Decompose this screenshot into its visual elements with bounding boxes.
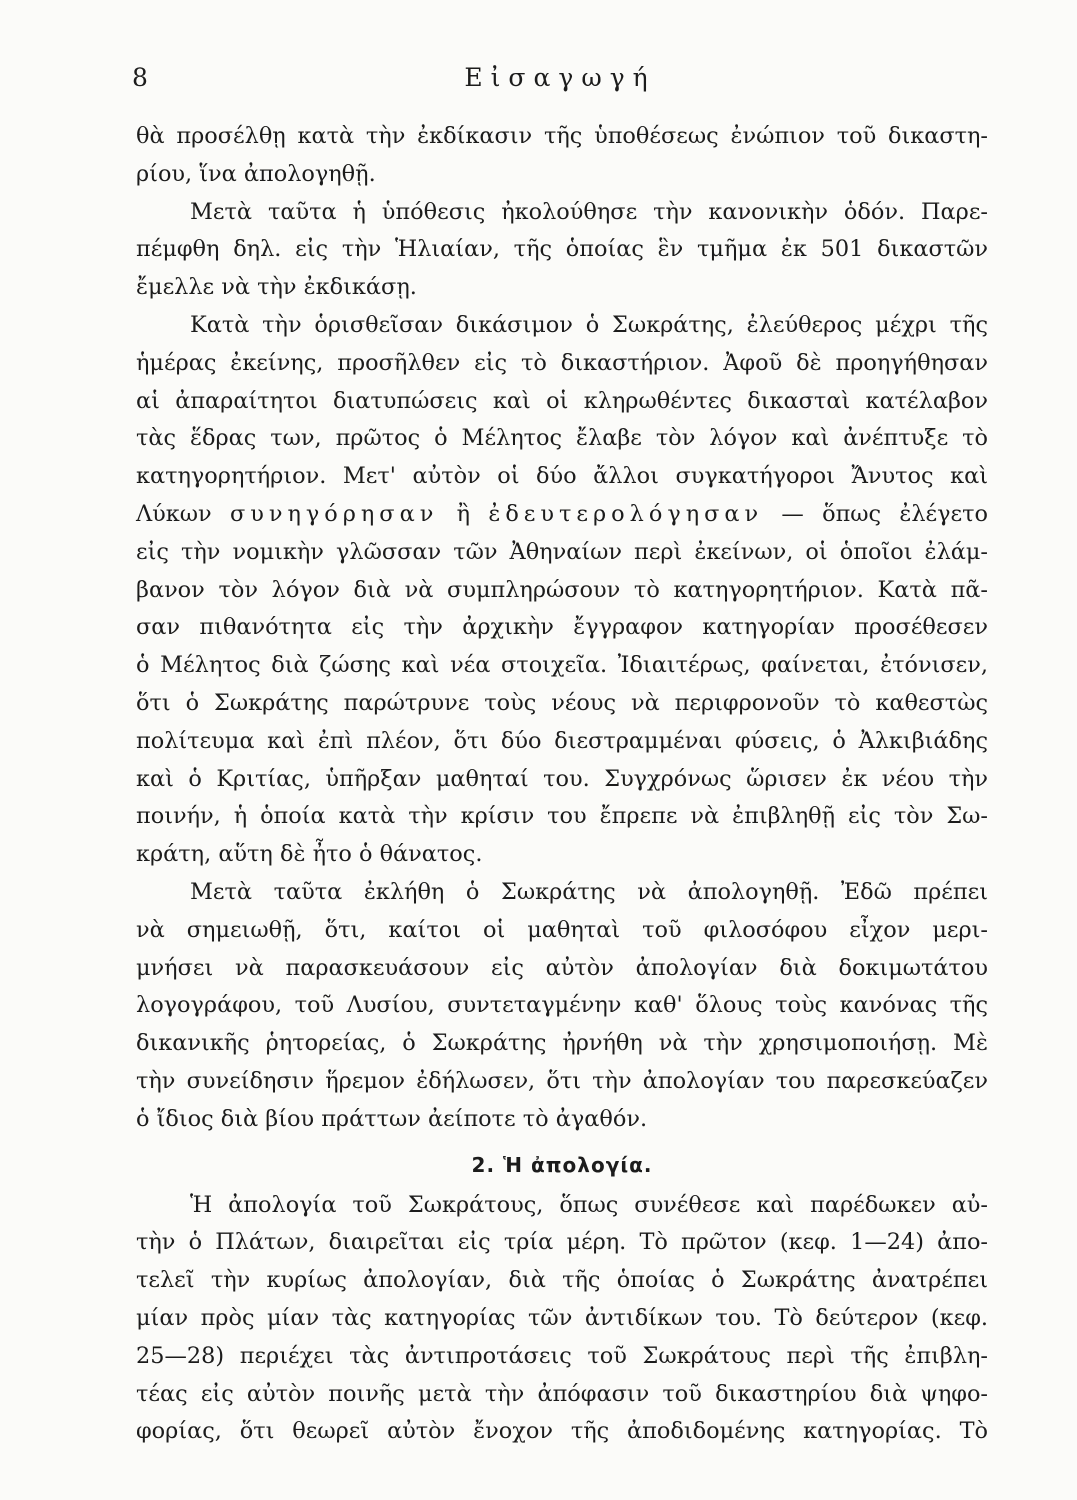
text-line: ρίου, ἵνα ἀπολογηθῇ.: [136, 160, 376, 187]
text-line: δικανικῆς ῥητορείας, ὁ Σωκράτης ἠρνήθη νὰ τὴν χρησιμοποιήσῃ. Μὲ: [136, 1030, 988, 1057]
text-line: πολίτευμα καὶ ἐπὶ πλέον, ὅτι δύο διεστραμμέναι φύσεις, ὁ Ἀλκιβιάδης: [136, 727, 988, 754]
text-line: πέμφθη δηλ. εἰς τὴν Ἡλιαίαν, τῆς ὁποίας ἓν τμῆμα ἐκ 501 δικαστῶν: [136, 236, 988, 263]
text-line: θὰ προσέλθῃ κατὰ τὴν ἐκδίκασιν τῆς ὑποθέσεως ἐνώπιον τοῦ δικαστη-: [136, 123, 988, 149]
text-line: μίαν πρὸς μίαν τὰς κατηγορίας τῶν ἀντιδίκων του. Τὸ δεύτερον (κεφ.: [136, 1304, 988, 1331]
text-line: τὴν ὁ Πλάτων, διαιρεῖται εἰς τρία μέρη. Τὸ πρῶτον (κεφ. 1—24) ἀπο-: [136, 1229, 988, 1256]
text-line: κατηγορητήριον. Μετ' αὐτὸν οἱ δύο ἄλλοι συγκατήγοροι Ἄνυτος καὶ: [136, 463, 988, 490]
text-line: ὁ Μέλητος διὰ ζώσης καὶ νέα στοιχεῖα. Ἰδιαιτέρως, φαίνεται, ἐτόνισεν,: [136, 652, 988, 679]
text-line: τελεῖ τὴν κυρίως ἀπολογίαν, διὰ τῆς ὁποίας ὁ Σωκράτης ἀνατρέπει: [136, 1267, 988, 1294]
text-line: τέας εἰς αὐτὸν ποινῆς μετὰ τὴν ἀπόφασιν τοῦ δικαστηρίου διὰ ψηφο-: [136, 1380, 988, 1407]
text-line-spaced: [136, 496, 988, 534]
text-segment: Λύκων: [136, 500, 212, 527]
paragraph-5: [136, 1187, 988, 1452]
paragraph-4: [136, 874, 988, 1139]
spaced-term: ἐδευτερολόγησαν: [488, 500, 764, 527]
text-line: σαν πιθανότητα εἰς τὴν ἀρχικὴν ἔγγραφον κατηγορίαν προσέθεσεν: [136, 614, 988, 641]
text-line: αἱ ἀπαραίτητοι διατυπώσεις καὶ οἱ κληρωθέντες δικασταὶ κατέλαβον: [136, 387, 988, 414]
text-line: νὰ σημειωθῇ, ὅτι, καίτοι οἱ μαθηταὶ τοῦ φιλοσόφου εἶχον μερι-: [136, 916, 988, 943]
text-line: λογογράφου, τοῦ Λυσίου, συντεταγμένην καθ' ὅλους τοὺς κανόνας τῆς: [136, 992, 988, 1019]
text-line: Ἡ ἀπολογία τοῦ Σωκράτους, ὅπως συνέθεσε καὶ παρέδωκεν αὐ-: [190, 1191, 988, 1218]
page-body: [136, 118, 988, 1451]
text-line: ἔμελλε νὰ τὴν ἐκδικάσῃ.: [136, 274, 417, 301]
text-line: Κατὰ τὴν ὁρισθεῖσαν δικάσιμον ὁ Σωκράτης, ἐλεύθερος μέχρι τῆς: [190, 311, 988, 338]
running-title: Εἰσαγωγή: [464, 63, 656, 92]
text-line: Μετὰ ταῦτα ἐκλήθη ὁ Σωκράτης νὰ ἀπολογηθῇ. Ἐδῶ πρέπει: [190, 878, 988, 905]
text-line: τὰς ἕδρας των, πρῶτος ὁ Μέλητος ἔλαβε τὸν λόγον καὶ ἀνέπτυξε τὸ: [136, 425, 988, 452]
paragraph-1: [136, 118, 988, 194]
text-line: εἰς τὴν νομικὴν γλῶσσαν τῶν Ἀθηναίων περὶ ἐκείνων, οἱ ὁποῖοι ἐλάμ-: [136, 538, 988, 565]
text-line: ὁ ἴδιος διὰ βίου πράττων ἀείποτε τὸ ἀγαθόν.: [136, 1105, 648, 1132]
text-line: 25—28) περιέχει τὰς ἀντιπροτάσεις τοῦ Σωκράτους περὶ τῆς ἐπιβλη-: [136, 1342, 988, 1369]
text-line: μνήσει νὰ παρασκευάσουν εἰς αὐτὸν ἀπολογίαν διὰ δοκιμωτάτου: [136, 954, 988, 981]
spaced-term: συνηγόρησαν: [229, 500, 439, 527]
paragraph-2: [136, 194, 988, 307]
text-line: φορίας, ὅτι θεωρεῖ αὐτὸν ἔνοχον τῆς ἀποδιδομένης κατηγορίας. Τὸ: [136, 1418, 988, 1445]
text-line: ἡμέρας ἐκείνης, προσῆλθεν εἰς τὸ δικαστήριον. Ἀφοῦ δὲ προηγήθησαν: [136, 349, 988, 376]
text-line: τὴν συνείδησιν ἥρεμον ἐδήλωσεν, ὅτι τὴν ἀπολογίαν του παρεσκεύαζεν: [136, 1067, 988, 1094]
text-segment: — ὅπως ἐλέγετο: [781, 500, 989, 527]
page-number: 8: [132, 63, 148, 92]
text-line: ὅτι ὁ Σωκράτης παρώτρυνε τοὺς νέους νὰ περιφρονοῦν τὸ καθεστὼς: [136, 689, 988, 716]
section-heading: 2. Ἡ ἀπολογία.: [471, 1152, 653, 1177]
text-line: Μετὰ ταῦτα ἡ ὑπόθεσις ἠκολούθησε τὴν κανονικὴν ὁδόν. Παρε-: [190, 198, 988, 225]
text-segment: ἢ: [456, 500, 471, 527]
text-line: ποινήν, ἡ ὁποία κατὰ τὴν κρίσιν του ἔπρεπε νὰ ἐπιβληθῇ εἰς τὸν Σω-: [136, 803, 988, 830]
running-head: [132, 58, 988, 98]
text-line: καὶ ὁ Κριτίας, ὑπῆρξαν μαθηταί του. Συγχρόνως ὥρισεν ἐκ νέου τὴν: [136, 765, 988, 792]
paragraph-3: [136, 307, 988, 874]
text-line: βανον τὸν λόγον διὰ νὰ συμπληρώσουν τὸ κατηγορητήριον. Κατὰ πᾶ-: [136, 576, 988, 603]
text-line: κράτη, αὕτη δὲ ἦτο ὁ θάνατος.: [136, 841, 483, 868]
